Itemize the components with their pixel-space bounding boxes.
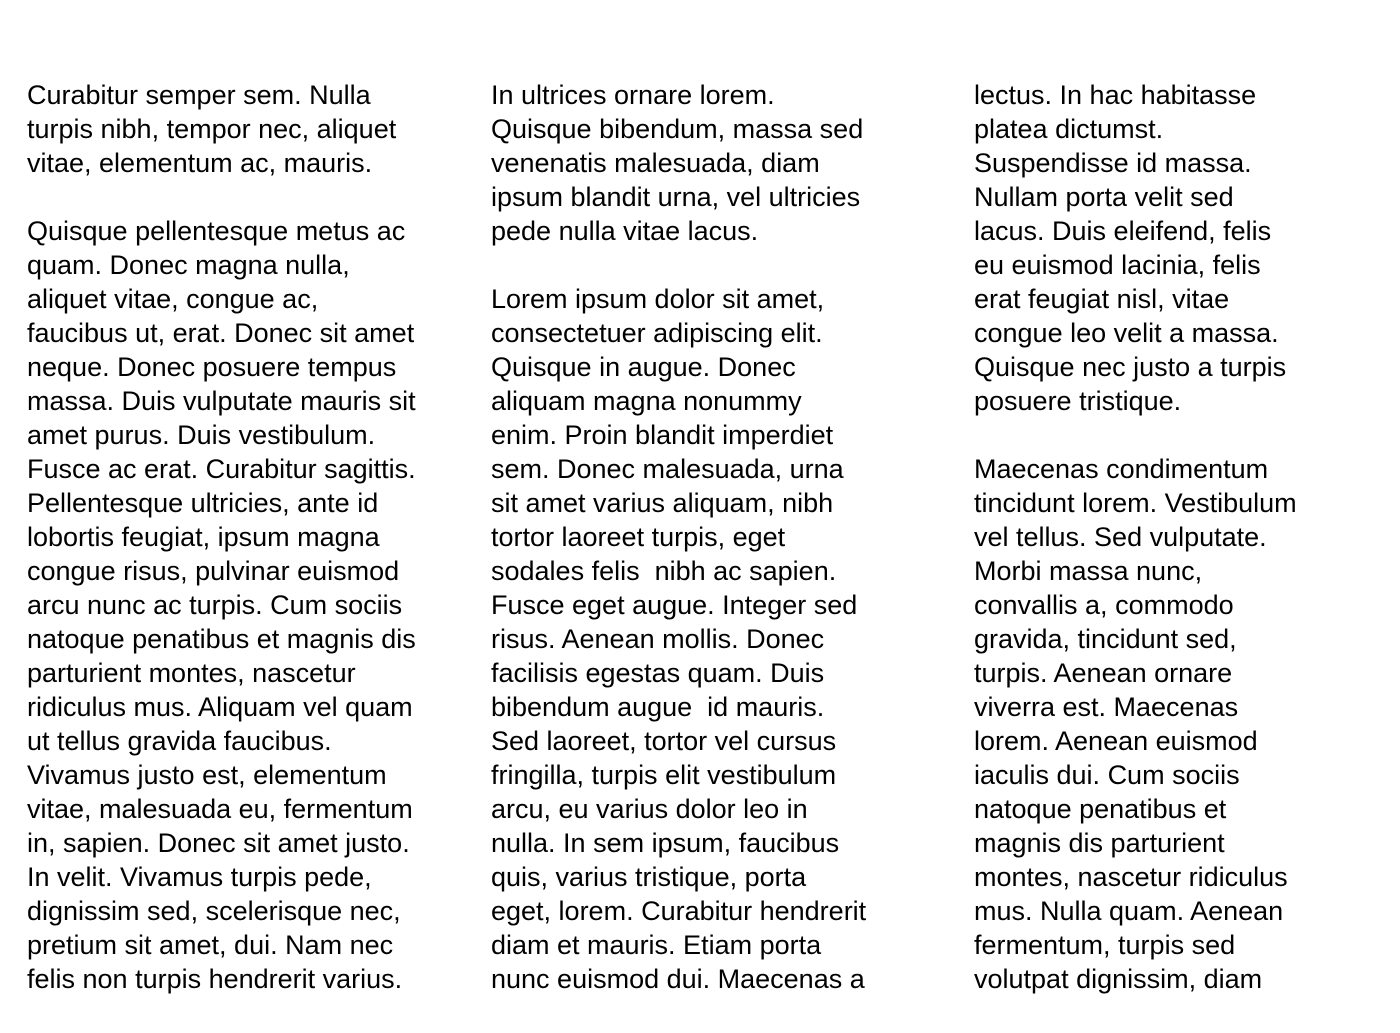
paragraph: [491, 78, 931, 248]
text-line: Morbi massa nunc,: [974, 556, 1203, 586]
text-line: arcu, eu varius dolor leo in: [491, 794, 808, 824]
text-line: fermentum, turpis sed: [974, 930, 1236, 960]
text-line: congue risus, pulvinar euismod: [27, 556, 400, 586]
text-line: eu euismod lacinia, felis: [974, 250, 1261, 280]
text-line: vitae, malesuada eu, fermentum: [27, 794, 413, 824]
text-line: lorem. Aenean euismod: [974, 726, 1258, 756]
text-line: posuere tristique.: [974, 386, 1182, 416]
text-line: convallis a, commodo: [974, 590, 1234, 620]
text-line: viverra est. Maecenas: [974, 692, 1239, 722]
text-line: bibendum augue id mauris.: [491, 692, 825, 722]
text-line: iaculis dui. Cum sociis: [974, 760, 1240, 790]
text-line: In ultrices ornare lorem.: [491, 80, 775, 110]
text-line: parturient montes, nascetur: [27, 658, 356, 688]
text-line: lobortis feugiat, ipsum magna: [27, 522, 380, 552]
text-line: Maecenas condimentum: [974, 454, 1269, 484]
text-line: sem. Donec malesuada, urna: [491, 454, 844, 484]
text-line: Fusce ac erat. Curabitur sagittis.: [27, 454, 416, 484]
text-line: Quisque pellentesque metus ac: [27, 216, 406, 246]
text-line: gravida, tincidunt sed,: [974, 624, 1237, 654]
text-line: natoque penatibus et magnis dis: [27, 624, 416, 654]
text-line: Fusce eget augue. Integer sed: [491, 590, 858, 620]
text-column-1: [27, 78, 467, 996]
text-line: nunc euismod dui. Maecenas a: [491, 964, 865, 994]
text-line: montes, nascetur ridiculus: [974, 862, 1288, 892]
text-line: arcu nunc ac turpis. Cum sociis: [27, 590, 403, 620]
text-line: lectus. In hac habitasse: [974, 80, 1257, 110]
text-line: ipsum blandit urna, vel ultricies: [491, 182, 861, 212]
text-line: vitae, elementum ac, mauris.: [27, 148, 373, 178]
text-line: Quisque bibendum, massa sed: [491, 114, 864, 144]
text-line: venenatis malesuada, diam: [491, 148, 820, 178]
text-line: massa. Duis vulputate mauris sit: [27, 386, 416, 416]
paragraph: [27, 78, 467, 180]
text-line: natoque penatibus et: [974, 794, 1227, 824]
text-line: Sed laoreet, tortor vel cursus: [491, 726, 837, 756]
text-line: magnis dis parturient: [974, 828, 1225, 858]
text-line: felis non turpis hendrerit varius.: [27, 964, 403, 994]
text-line: quam. Donec magna nulla,: [27, 250, 350, 280]
text-line: nulla. In sem ipsum, faucibus: [491, 828, 840, 858]
text-line: Vivamus justo est, elementum: [27, 760, 387, 790]
text-line: tincidunt lorem. Vestibulum: [974, 488, 1297, 518]
text-line: platea dictumst.: [974, 114, 1164, 144]
paragraph: [491, 282, 931, 996]
paragraph: [974, 78, 1374, 418]
text-line: quis, varius tristique, porta: [491, 862, 807, 892]
text-line: turpis. Aenean ornare: [974, 658, 1233, 688]
text-line: diam et mauris. Etiam porta: [491, 930, 822, 960]
text-line: in, sapien. Donec sit amet justo.: [27, 828, 410, 858]
text-line: ridiculus mus. Aliquam vel quam: [27, 692, 413, 722]
paragraph: [974, 452, 1374, 996]
text-line: tortor laoreet turpis, eget: [491, 522, 786, 552]
text-line: aliquam magna nonummy: [491, 386, 802, 416]
text-line: amet purus. Duis vestibulum.: [27, 420, 376, 450]
text-column-2: [491, 78, 931, 996]
text-line: Suspendisse id massa.: [974, 148, 1252, 178]
text-line: eget, lorem. Curabitur hendrerit: [491, 896, 867, 926]
text-line: facilisis egestas quam. Duis: [491, 658, 825, 688]
text-line: lacus. Duis eleifend, felis: [974, 216, 1272, 246]
text-line: mus. Nulla quam. Aenean: [974, 896, 1284, 926]
text-line: sit amet varius aliquam, nibh: [491, 488, 834, 518]
text-line: In velit. Vivamus turpis pede,: [27, 862, 372, 892]
text-line: Lorem ipsum dolor sit amet,: [491, 284, 825, 314]
text-line: pretium sit amet, dui. Nam nec: [27, 930, 394, 960]
text-line: faucibus ut, erat. Donec sit amet: [27, 318, 415, 348]
text-line: congue leo velit a massa.: [974, 318, 1279, 348]
text-line: Curabitur semper sem. Nulla: [27, 80, 371, 110]
text-line: erat feugiat nisl, vitae: [974, 284, 1230, 314]
text-line: turpis nibh, tempor nec, aliquet: [27, 114, 397, 144]
text-line: Nullam porta velit sed: [974, 182, 1234, 212]
text-line: vel tellus. Sed vulputate.: [974, 522, 1267, 552]
text-line: risus. Aenean mollis. Donec: [491, 624, 825, 654]
text-line: ut tellus gravida faucibus.: [27, 726, 332, 756]
text-line: dignissim sed, scelerisque nec,: [27, 896, 401, 926]
text-line: Quisque nec justo a turpis: [974, 352, 1287, 382]
text-line: neque. Donec posuere tempus: [27, 352, 397, 382]
paragraph: [27, 214, 467, 996]
text-line: aliquet vitae, congue ac,: [27, 284, 319, 314]
text-line: Quisque in augue. Donec: [491, 352, 796, 382]
text-line: pede nulla vitae lacus.: [491, 216, 759, 246]
text-column-3: [974, 78, 1374, 996]
text-line: volutpat dignissim, diam: [974, 964, 1263, 994]
text-line: Pellentesque ultricies, ante id: [27, 488, 379, 518]
text-line: fringilla, turpis elit vestibulum: [491, 760, 837, 790]
text-line: consectetuer adipiscing elit.: [491, 318, 823, 348]
text-line: enim. Proin blandit imperdiet: [491, 420, 834, 450]
text-line: sodales felis nibh ac sapien.: [491, 556, 837, 586]
